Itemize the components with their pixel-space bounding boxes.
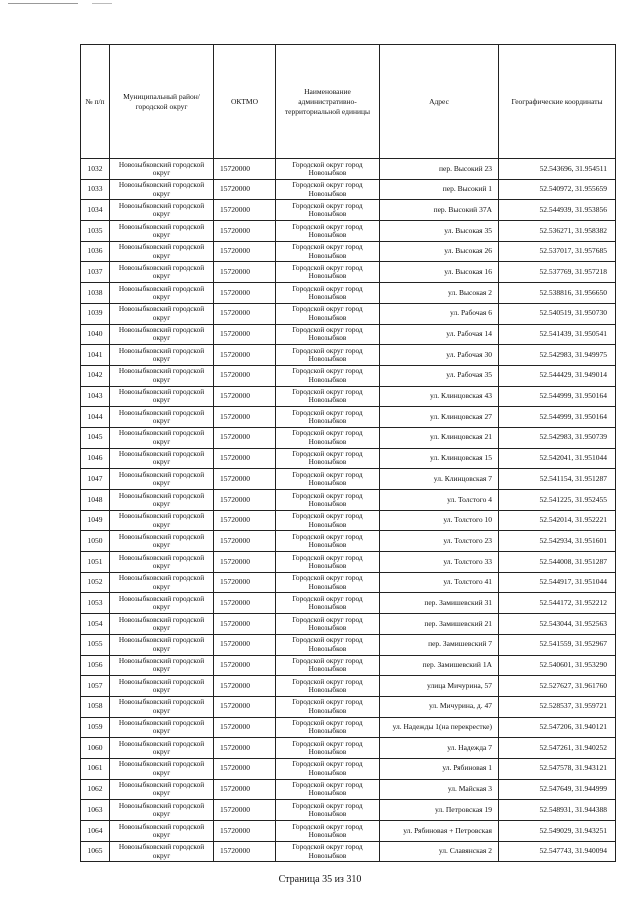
cell-admin: Городской округ город Новозыбков: [276, 676, 380, 697]
table-row: [81, 758, 616, 779]
cell-address: пер. Замишевский 31: [380, 593, 499, 614]
cell-geo: 52.542983, 31.949975: [499, 345, 616, 366]
cell-oktmo: 15720000: [214, 821, 276, 842]
cell-admin: Городской округ город Новозыбков: [276, 283, 380, 304]
table-row: [81, 324, 616, 345]
cell-address: пер. Замишевский 21: [380, 614, 499, 635]
cell-geo: 52.547206, 31.940121: [499, 717, 616, 738]
cell-oktmo: 15720000: [214, 593, 276, 614]
scan-edge-line: [92, 3, 112, 4]
cell-geo: 52.544429, 31.949014: [499, 365, 616, 386]
cell-geo: 52.540972, 31.955659: [499, 179, 616, 200]
cell-admin: Городской округ город Новозыбков: [276, 738, 380, 759]
cell-oktmo: 15720000: [214, 365, 276, 386]
table-row: [81, 655, 616, 676]
cell-address: ул. Клинцовская 27: [380, 407, 499, 428]
cell-num: 1054: [81, 614, 110, 635]
cell-municipal: Новозыбковский городской округ: [110, 407, 214, 428]
cell-municipal: Новозыбковский городской округ: [110, 634, 214, 655]
header-address: Адрес: [380, 45, 499, 159]
cell-num: 1060: [81, 738, 110, 759]
cell-address: ул. Рабочая 14: [380, 324, 499, 345]
cell-address: ул. Рабочая 30: [380, 345, 499, 366]
cell-municipal: Новозыбковский городской округ: [110, 821, 214, 842]
header-admin-name: Наименование административно-территориальной единицы: [276, 45, 380, 159]
cell-admin: Городской округ город Новозыбков: [276, 758, 380, 779]
cell-num: 1034: [81, 200, 110, 221]
cell-municipal: Новозыбковский городской округ: [110, 345, 214, 366]
table-row: [81, 159, 616, 180]
cell-oktmo: 15720000: [214, 303, 276, 324]
cell-municipal: Новозыбковский городской округ: [110, 241, 214, 262]
table-row: [81, 179, 616, 200]
cell-address: ул. Высокая 26: [380, 241, 499, 262]
cell-geo: 52.536271, 31.958382: [499, 221, 616, 242]
cell-municipal: Новозыбковский городской округ: [110, 365, 214, 386]
cell-oktmo: 15720000: [214, 655, 276, 676]
table-header-row: [81, 45, 616, 159]
cell-admin: Городской округ город Новозыбков: [276, 634, 380, 655]
cell-admin: Городской округ город Новозыбков: [276, 821, 380, 842]
cell-num: 1058: [81, 696, 110, 717]
cell-admin: Городской округ город Новозыбков: [276, 262, 380, 283]
cell-municipal: Новозыбковский городской округ: [110, 552, 214, 573]
cell-municipal: Новозыбковский городской округ: [110, 614, 214, 635]
cell-oktmo: 15720000: [214, 448, 276, 469]
cell-num: 1044: [81, 407, 110, 428]
cell-admin: Городской округ город Новозыбков: [276, 200, 380, 221]
cell-municipal: Новозыбковский городской округ: [110, 531, 214, 552]
cell-num: 1055: [81, 634, 110, 655]
table-row: [81, 821, 616, 842]
cell-address: ул. Надежды 1(на перекрестке): [380, 717, 499, 738]
cell-admin: Городской округ город Новозыбков: [276, 531, 380, 552]
table-row: [81, 614, 616, 635]
cell-oktmo: 15720000: [214, 262, 276, 283]
cell-num: 1041: [81, 345, 110, 366]
cell-geo: 52.542041, 31.951044: [499, 448, 616, 469]
cell-oktmo: 15720000: [214, 738, 276, 759]
cell-num: 1048: [81, 490, 110, 511]
cell-admin: Городской округ город Новозыбков: [276, 365, 380, 386]
table-row: [81, 200, 616, 221]
table-row: [81, 572, 616, 593]
cell-num: 1052: [81, 572, 110, 593]
cell-address: ул. Толстого 33: [380, 552, 499, 573]
cell-geo: 52.540519, 31.950730: [499, 303, 616, 324]
cell-municipal: Новозыбковский городской округ: [110, 572, 214, 593]
cell-num: 1061: [81, 758, 110, 779]
cell-admin: Городской округ город Новозыбков: [276, 324, 380, 345]
cell-geo: 52.544939, 31.953856: [499, 200, 616, 221]
cell-geo: 52.541439, 31.950541: [499, 324, 616, 345]
cell-geo: 52.541559, 31.952967: [499, 634, 616, 655]
cell-address: ул. Высокая 16: [380, 262, 499, 283]
cell-geo: 52.547649, 31.944999: [499, 779, 616, 800]
cell-oktmo: 15720000: [214, 717, 276, 738]
cell-num: 1063: [81, 800, 110, 821]
cell-municipal: Новозыбковский городской округ: [110, 448, 214, 469]
cell-address: ул. Клинцовская 7: [380, 469, 499, 490]
cell-admin: Городской округ город Новозыбков: [276, 241, 380, 262]
cell-admin: Городской округ город Новозыбков: [276, 841, 380, 862]
cell-address: ул. Толстого 10: [380, 510, 499, 531]
cell-address: ул. Толстого 23: [380, 531, 499, 552]
cell-municipal: Новозыбковский городской округ: [110, 200, 214, 221]
cell-oktmo: 15720000: [214, 696, 276, 717]
cell-oktmo: 15720000: [214, 221, 276, 242]
cell-admin: Городской округ город Новозыбков: [276, 221, 380, 242]
cell-num: 1065: [81, 841, 110, 862]
cell-num: 1047: [81, 469, 110, 490]
cell-geo: 52.541225, 31.952455: [499, 490, 616, 511]
cell-geo: 52.547578, 31.943121: [499, 758, 616, 779]
cell-oktmo: 15720000: [214, 324, 276, 345]
cell-geo: 52.527627, 31.961760: [499, 676, 616, 697]
cell-num: 1038: [81, 283, 110, 304]
cell-municipal: Новозыбковский городской округ: [110, 758, 214, 779]
cell-oktmo: 15720000: [214, 531, 276, 552]
cell-admin: Городской округ город Новозыбков: [276, 779, 380, 800]
table-row: [81, 552, 616, 573]
cell-admin: Городской округ город Новозыбков: [276, 655, 380, 676]
table-row: [81, 448, 616, 469]
cell-oktmo: 15720000: [214, 159, 276, 180]
table-row: [81, 365, 616, 386]
cell-oktmo: 15720000: [214, 676, 276, 697]
cell-oktmo: 15720000: [214, 283, 276, 304]
cell-municipal: Новозыбковский городской округ: [110, 159, 214, 180]
cell-address: ул. Майская 3: [380, 779, 499, 800]
cell-geo: 52.549029, 31.943251: [499, 821, 616, 842]
cell-admin: Городской округ город Новозыбков: [276, 800, 380, 821]
table-row: [81, 283, 616, 304]
cell-num: 1033: [81, 179, 110, 200]
cell-admin: Городской округ город Новозыбков: [276, 593, 380, 614]
cell-municipal: Новозыбковский городской округ: [110, 510, 214, 531]
cell-geo: 52.538816, 31.956650: [499, 283, 616, 304]
cell-geo: 52.544917, 31.951044: [499, 572, 616, 593]
cell-num: 1053: [81, 593, 110, 614]
table-row: [81, 345, 616, 366]
cell-geo: 52.540601, 31.953290: [499, 655, 616, 676]
cell-oktmo: 15720000: [214, 552, 276, 573]
cell-geo: 52.542934, 31.951601: [499, 531, 616, 552]
header-num: № п/п: [81, 45, 110, 159]
cell-geo: 52.542014, 31.952221: [499, 510, 616, 531]
cell-municipal: Новозыбковский городской округ: [110, 303, 214, 324]
cell-oktmo: 15720000: [214, 490, 276, 511]
cell-municipal: Новозыбковский городской округ: [110, 469, 214, 490]
table-row: [81, 510, 616, 531]
cell-address: ул. Петровская 19: [380, 800, 499, 821]
table-row: [81, 427, 616, 448]
cell-municipal: Новозыбковский городской округ: [110, 324, 214, 345]
table-row: [81, 800, 616, 821]
table-row: [81, 717, 616, 738]
cell-admin: Городской округ город Новозыбков: [276, 469, 380, 490]
cell-municipal: Новозыбковский городской округ: [110, 841, 214, 862]
cell-municipal: Новозыбковский городской округ: [110, 262, 214, 283]
table-row: [81, 676, 616, 697]
cell-municipal: Новозыбковский городской округ: [110, 717, 214, 738]
cell-oktmo: 15720000: [214, 407, 276, 428]
cell-municipal: Новозыбковский городской округ: [110, 800, 214, 821]
cell-admin: Городской округ город Новозыбков: [276, 159, 380, 180]
table-row: [81, 221, 616, 242]
cell-municipal: Новозыбковский городской округ: [110, 655, 214, 676]
scan-edge-line: [8, 3, 78, 4]
cell-num: 1049: [81, 510, 110, 531]
cell-address: ул. Рабочая 35: [380, 365, 499, 386]
header-oktmo: ОКТМО: [214, 45, 276, 159]
header-municipal: Муниципальный район/городской округ: [110, 45, 214, 159]
cell-oktmo: 15720000: [214, 241, 276, 262]
cell-address: пер. Замишевский 7: [380, 634, 499, 655]
cell-geo: 52.537017, 31.957685: [499, 241, 616, 262]
cell-municipal: Новозыбковский городской округ: [110, 738, 214, 759]
table-row: [81, 531, 616, 552]
cell-num: 1064: [81, 821, 110, 842]
cell-address: пер. Высокий 37А: [380, 200, 499, 221]
cell-municipal: Новозыбковский городской округ: [110, 221, 214, 242]
cell-oktmo: 15720000: [214, 386, 276, 407]
cell-address: ул. Толстого 4: [380, 490, 499, 511]
cell-oktmo: 15720000: [214, 200, 276, 221]
table-row: [81, 386, 616, 407]
table-row: [81, 634, 616, 655]
cell-admin: Городской округ город Новозыбков: [276, 510, 380, 531]
cell-address: ул. Клинцовская 15: [380, 448, 499, 469]
cell-oktmo: 15720000: [214, 841, 276, 862]
cell-num: 1032: [81, 159, 110, 180]
cell-address: улица Мичурина, 57: [380, 676, 499, 697]
cell-address: ул. Рябиновая + Петровская: [380, 821, 499, 842]
cell-oktmo: 15720000: [214, 800, 276, 821]
cell-municipal: Новозыбковский городской округ: [110, 490, 214, 511]
table-row: [81, 469, 616, 490]
cell-admin: Городской округ город Новозыбков: [276, 179, 380, 200]
cell-address: ул. Рябиновая 1: [380, 758, 499, 779]
cell-admin: Городской округ город Новозыбков: [276, 614, 380, 635]
cell-geo: 52.544008, 31.951287: [499, 552, 616, 573]
table-row: [81, 262, 616, 283]
cell-admin: Городской округ город Новозыбков: [276, 303, 380, 324]
cell-geo: 52.541154, 31.951287: [499, 469, 616, 490]
cell-num: 1051: [81, 552, 110, 573]
cell-geo: 52.537769, 31.957218: [499, 262, 616, 283]
table-row: [81, 303, 616, 324]
table-row: [81, 841, 616, 862]
cell-num: 1035: [81, 221, 110, 242]
cell-geo: 52.547261, 31.940252: [499, 738, 616, 759]
cell-geo: 52.548931, 31.944388: [499, 800, 616, 821]
cell-num: 1046: [81, 448, 110, 469]
cell-oktmo: 15720000: [214, 614, 276, 635]
cell-oktmo: 15720000: [214, 779, 276, 800]
cell-address: ул. Высокая 35: [380, 221, 499, 242]
cell-address: ул. Клинцовская 21: [380, 427, 499, 448]
cell-num: 1037: [81, 262, 110, 283]
cell-admin: Городской округ город Новозыбков: [276, 427, 380, 448]
cell-geo: 52.544999, 31.950164: [499, 407, 616, 428]
cell-municipal: Новозыбковский городской округ: [110, 779, 214, 800]
cell-address: пер. Замишевский 1А: [380, 655, 499, 676]
table-row: [81, 241, 616, 262]
cell-oktmo: 15720000: [214, 758, 276, 779]
cell-address: ул. Высокая 2: [380, 283, 499, 304]
cell-oktmo: 15720000: [214, 427, 276, 448]
cell-municipal: Новозыбковский городской округ: [110, 696, 214, 717]
cell-address: ул. Славянская 2: [380, 841, 499, 862]
cell-address: ул. Толстого 41: [380, 572, 499, 593]
cell-admin: Городской округ город Новозыбков: [276, 552, 380, 573]
cell-geo: 52.544999, 31.950164: [499, 386, 616, 407]
cell-geo: 52.543696, 31.954511: [499, 159, 616, 180]
cell-admin: Городской округ город Новозыбков: [276, 696, 380, 717]
cell-address: ул. Мичурина, д. 47: [380, 696, 499, 717]
cell-oktmo: 15720000: [214, 469, 276, 490]
cell-num: 1040: [81, 324, 110, 345]
table-row: [81, 738, 616, 759]
cell-oktmo: 15720000: [214, 572, 276, 593]
cell-address: ул. Рабочая 6: [380, 303, 499, 324]
cell-admin: Городской округ город Новозыбков: [276, 448, 380, 469]
cell-num: 1036: [81, 241, 110, 262]
cell-num: 1056: [81, 655, 110, 676]
table-body: [81, 159, 616, 862]
cell-num: 1062: [81, 779, 110, 800]
header-geo: Географические координаты: [499, 45, 616, 159]
cell-num: 1059: [81, 717, 110, 738]
cell-geo: 52.542983, 31.950739: [499, 427, 616, 448]
cell-address: ул. Надежда 7: [380, 738, 499, 759]
data-table: [80, 44, 616, 862]
cell-geo: 52.544172, 31.952212: [499, 593, 616, 614]
table-row: [81, 407, 616, 428]
cell-num: 1039: [81, 303, 110, 324]
cell-admin: Городской округ город Новозыбков: [276, 386, 380, 407]
cell-geo: 52.528537, 31.959721: [499, 696, 616, 717]
cell-oktmo: 15720000: [214, 634, 276, 655]
cell-admin: Городской округ город Новозыбков: [276, 490, 380, 511]
cell-address: ул. Клинцовская 43: [380, 386, 499, 407]
table-row: [81, 779, 616, 800]
cell-municipal: Новозыбковский городской округ: [110, 676, 214, 697]
cell-oktmo: 15720000: [214, 510, 276, 531]
cell-municipal: Новозыбковский городской округ: [110, 283, 214, 304]
cell-admin: Городской округ город Новозыбков: [276, 572, 380, 593]
cell-municipal: Новозыбковский городской округ: [110, 593, 214, 614]
cell-num: 1043: [81, 386, 110, 407]
cell-geo: 52.543044, 31.952563: [499, 614, 616, 635]
cell-admin: Городской округ город Новозыбков: [276, 345, 380, 366]
cell-municipal: Новозыбковский городской округ: [110, 386, 214, 407]
page-number: Страница 35 из 310: [278, 874, 362, 885]
cell-address: пер. Высокий 23: [380, 159, 499, 180]
cell-admin: Городской округ город Новозыбков: [276, 407, 380, 428]
cell-geo: 52.547743, 31.940094: [499, 841, 616, 862]
table-row: [81, 593, 616, 614]
cell-municipal: Новозыбковский городской округ: [110, 427, 214, 448]
cell-oktmo: 15720000: [214, 345, 276, 366]
cell-num: 1057: [81, 676, 110, 697]
cell-num: 1050: [81, 531, 110, 552]
cell-num: 1045: [81, 427, 110, 448]
cell-num: 1042: [81, 365, 110, 386]
cell-address: пер. Высокий 1: [380, 179, 499, 200]
cell-admin: Городской округ город Новозыбков: [276, 717, 380, 738]
cell-oktmo: 15720000: [214, 179, 276, 200]
cell-municipal: Новозыбковский городской округ: [110, 179, 214, 200]
table-row: [81, 696, 616, 717]
table-row: [81, 490, 616, 511]
